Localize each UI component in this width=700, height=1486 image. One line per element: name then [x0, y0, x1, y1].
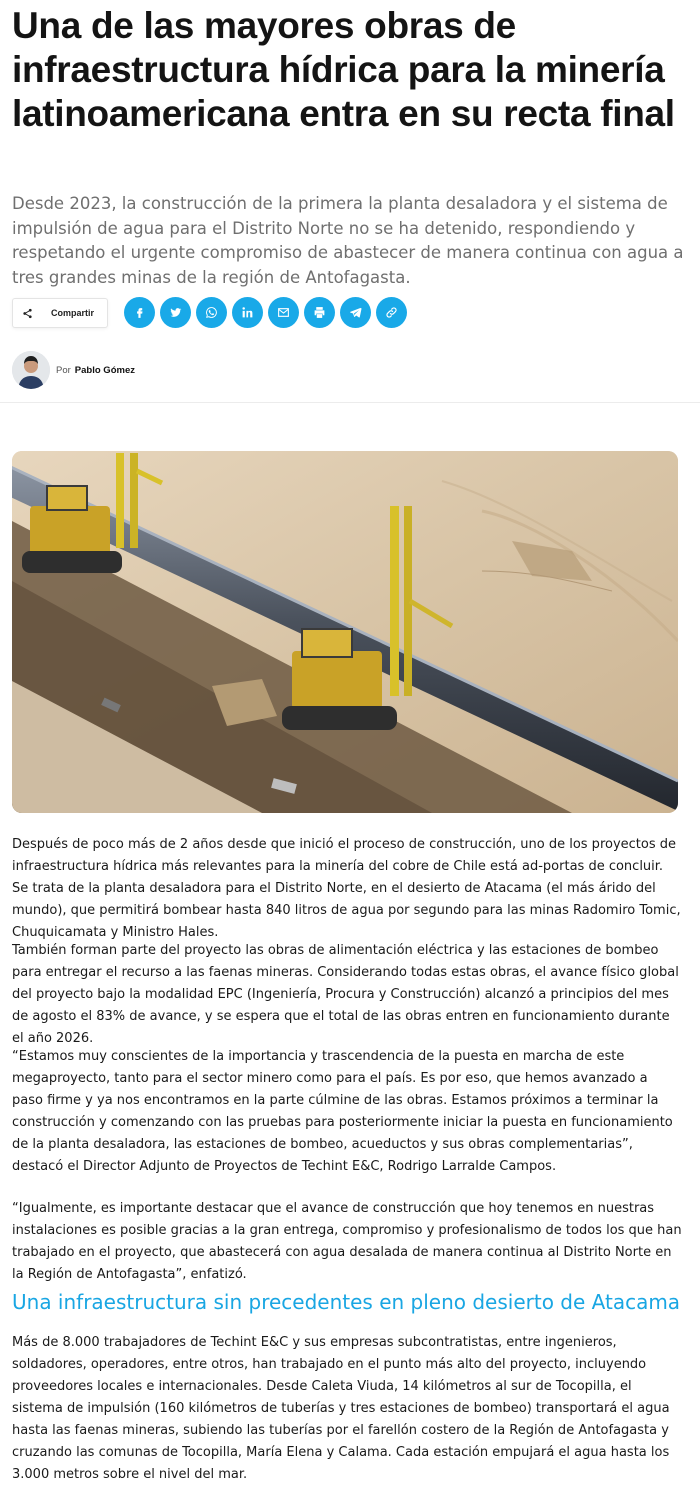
telegram-icon[interactable] [340, 297, 371, 328]
section-heading: Una infraestructura sin precedentes en pleno desierto de Atacama [12, 1290, 681, 1314]
whatsapp-icon[interactable] [196, 297, 227, 328]
facebook-icon[interactable] [124, 297, 155, 328]
article-subtitle: Desde 2023, la construcción de la primera la planta desaladora y el sistema de impulsión de agua para el Distrito Norte no se ha detenido, respondiendo y respetando el urgente compromiso de abastecer de manera continua con agua a tres grandes minas de la región de Antofagasta. [12, 194, 684, 287]
share-button[interactable] [12, 298, 108, 328]
article-paragraph: También forman parte del proyecto las obras de alimentación eléctrica y las estaciones de bombeo para entregar el recurso a las faenas mineras. Considerando todas estas obras, el avance físico global del proyecto bajo la modalidad EPC (Ingeniería, Procura y Construcción) alcanzó a principios del mes de agosto el 83% de avance, y se espera que el total de las obras entren en funcionamiento durante el año 2026. [12, 943, 679, 1046]
linkedin-icon[interactable] [232, 297, 263, 328]
article-paragraph: “Estamos muy conscientes de la importancia y trascendencia de la puesta en marcha de este megaproyecto, tanto para el sector minero como para el país. Es por eso, que hemos avanzado a paso firme y ya nos encontramos en la parte cúlmine de las obras. Estamos próximos a terminar la construcción y comenzando con las pruebas para posteriormente iniciar la puesta en funcionamiento de la planta desaladora, las estaciones de bombeo, acueductos y sus obras complementarias”, destacó el Director Adjunto de Proyectos de Techint E&C, Rodrigo Larralde Campos. [12, 1049, 673, 1174]
author-name[interactable]: Pablo Gómez [74, 364, 135, 376]
share-icon [13, 308, 41, 319]
email-icon[interactable] [268, 297, 299, 328]
print-icon[interactable] [304, 297, 335, 328]
link-icon[interactable] [376, 297, 407, 328]
author-byline [12, 351, 135, 389]
article-paragraph: Más de 8.000 trabajadores de Techint E&C y sus empresas subcontratistas, entre ingenieros, soldadores, operadores, entre otros, han trabajado en el punto más alto del proyecto, incluyendo proveedores locales e internacionales. Desde Caleta Viuda, 14 kilómetros al sur de Tocopilla, el sistema de impulsión (160 kilómetros de tuberías y tres estaciones de bombeo) transportará el agua hasta las faenas mineras, subiendo las tuberías por el farellón costero de la Región de Antofagasta y cruzando las comunas de Tocopilla, María Elena y Calama. Cada estación empujará el agua hasta los 3.000 metros sobre el nivel del mar. [12, 1335, 670, 1482]
social-share-bar [124, 297, 407, 328]
article-paragraph: “Igualmente, es importante destacar que el avance de construcción que hoy tenemos en nuestras instalaciones es posible gracias a la gran entrega, compromiso y profesionalismo de todos los que han trabajado en el proyecto, que abastecerá con agua desalada de manera continua al Distrito Norte en la Región de Antofagasta”, enfatizó. [12, 1201, 682, 1282]
article-paragraph: Después de poco más de 2 años desde que inició el proceso de construcción, uno de los proyectos de infraestructura hídrica más relevantes para la minería del cobre de Chile está ad-portas de concluir. Se trata de la planta desaladora para el Distrito Norte, en el desierto de Atacama (el más árido del mundo), que permitirá bombear hasta 840 litros de agua por segundo para las minas Radomiro Tomic, Chuquicamata y Ministro Hales. [12, 837, 681, 940]
avatar[interactable] [12, 351, 50, 389]
header-divider [0, 402, 700, 403]
share-label: Compartir [51, 308, 95, 318]
hero-image [12, 451, 678, 813]
author-prefix: Por [56, 364, 71, 376]
article-title: Una de las mayores obras de infraestructura hídrica para la minería latinoamericana entra en su recta final [12, 5, 675, 134]
twitter-icon[interactable] [160, 297, 191, 328]
